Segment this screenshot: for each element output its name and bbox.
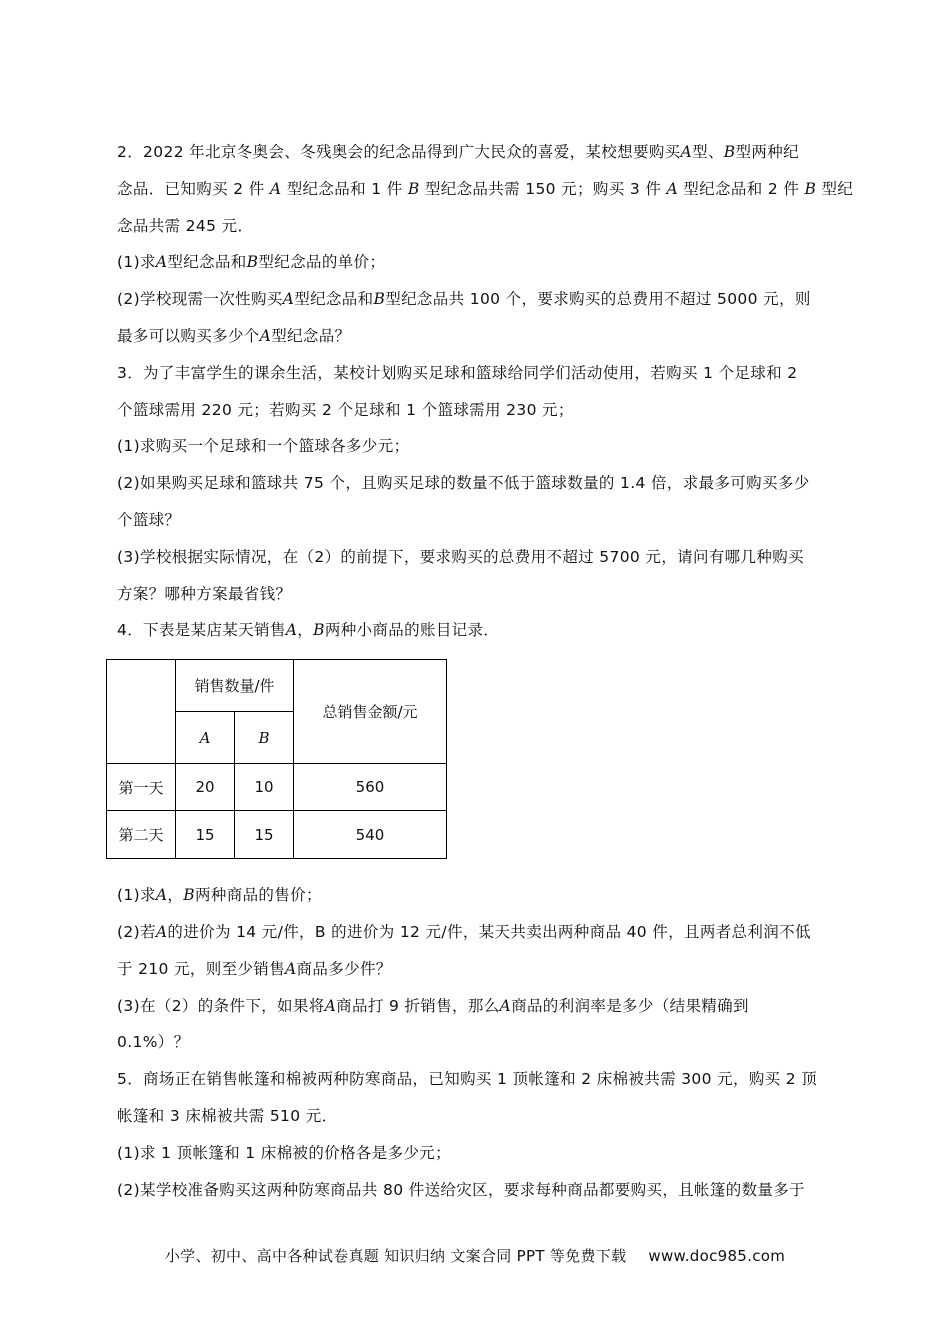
q4-part-1: (1)求A，B两种商品的售价；: [117, 886, 322, 905]
q2-part-2-cont: 最多可以购买多少个A型纪念品？: [117, 326, 351, 345]
q5-part-2: (2)某学校准备购买这两种防寒商品共 80 件送给灾区，要求每种商品都要购买，且帐篷的数量多于: [117, 1180, 805, 1199]
cell-b: 10: [235, 764, 294, 811]
footer-url[interactable]: www.doc985.com: [648, 1247, 786, 1265]
q5-line-2: 帐篷和 3 床棉被共需 510 元．: [117, 1106, 338, 1125]
page-footer: [0, 1245, 950, 1266]
q3-part-1: (1)求购买一个足球和一个篮球各多少元；: [117, 437, 410, 456]
q5-part-1: (1)求 1 顶帐篷和 1 床棉被的价格各是多少元；: [117, 1143, 451, 1162]
document-body: [117, 134, 854, 1208]
header-qty: 销售数量/件: [176, 660, 294, 712]
header-a: A: [176, 712, 235, 764]
header-b: B: [235, 712, 294, 764]
table-row: [107, 764, 447, 811]
footer-text: 小学、初中、高中各种试卷真题 知识归纳 文案合同 PPT 等免费下载: [164, 1247, 627, 1265]
q2-line-1: 2．2022 年北京冬奥会、冬残奥会的纪念品得到广大民众的喜爱，某校想要购买A型、B型两种纪: [117, 143, 799, 161]
q3-line-2: 个篮球需用 220 元；若购买 2 个足球和 1 个篮球需用 230 元；: [117, 400, 574, 419]
header-total: 总销售金额/元: [294, 660, 447, 764]
q2-line-3: 念品共需 245 元．: [117, 216, 254, 235]
q3-part-3-cont: 方案？哪种方案最省钱？: [117, 584, 292, 603]
q2-part-1: (1)求A型纪念品和B型纪念品的单价；: [117, 253, 386, 272]
table-corner-cell: [107, 660, 176, 764]
cell-b: 15: [235, 811, 294, 859]
row-label: 第一天: [107, 764, 176, 811]
cell-a: 20: [176, 764, 235, 811]
q4-part-3: (3)在（2）的条件下，如果将A商品打 9 折销售，那么A商品的利润率是多少（结果精确到: [117, 996, 749, 1015]
row-label: 第二天: [107, 811, 176, 859]
q4-part-2-cont: 于 210 元，则至少销售A商品多少件？: [117, 959, 392, 978]
q3-part-2: (2)如果购买足球和篮球共 75 个，且购买足球的数量不低于篮球数量的 1.4 倍，求最多可购买多少: [117, 474, 810, 493]
q3-part-3: (3)学校根据实际情况，在（2）的前提下，要求购买的总费用不超过 5700 元，请问有哪几种购买: [117, 547, 804, 566]
q4-part-2: (2)若A的进价为 14 元/件，B 的进价为 12 元/件，某天共卖出两种商品 40 件，且两者总利润不低: [117, 922, 811, 941]
q4-part-3-cont: 0.1%）？: [117, 1033, 190, 1052]
spacer: [117, 859, 832, 877]
q3-part-2-cont: 个篮球？: [117, 510, 181, 529]
cell-total: 560: [294, 764, 447, 811]
table-row: [107, 811, 447, 859]
cell-total: 540: [294, 811, 447, 859]
cell-a: 15: [176, 811, 235, 859]
q3-line-1: 3．为了丰富学生的课余生活，某校计划购买足球和篮球给同学们活动使用，若购买 1 个足球和 2: [117, 363, 798, 382]
q4-line-1: 4．下表是某店某天销售A，B两种小商品的账目记录．: [117, 621, 500, 640]
q2-line-2: 念品．已知购买 2 件 A 型纪念品和 1 件 B 型纪念品共需 150 元；购买 3 件 A 型纪念品和 2 件 B 型纪: [117, 179, 854, 198]
q5-line-1: 5．商场正在销售帐篷和棉被两种防寒商品，已知购买 1 顶帐篷和 2 床棉被共需 300 元，购买 2 顶: [117, 1070, 818, 1089]
q2-part-2: (2)学校现需一次性购买A型纪念品和B型纪念品共 100 个，要求购买的总费用不超过 5000 元，则: [117, 290, 811, 309]
sales-table: [106, 659, 447, 859]
